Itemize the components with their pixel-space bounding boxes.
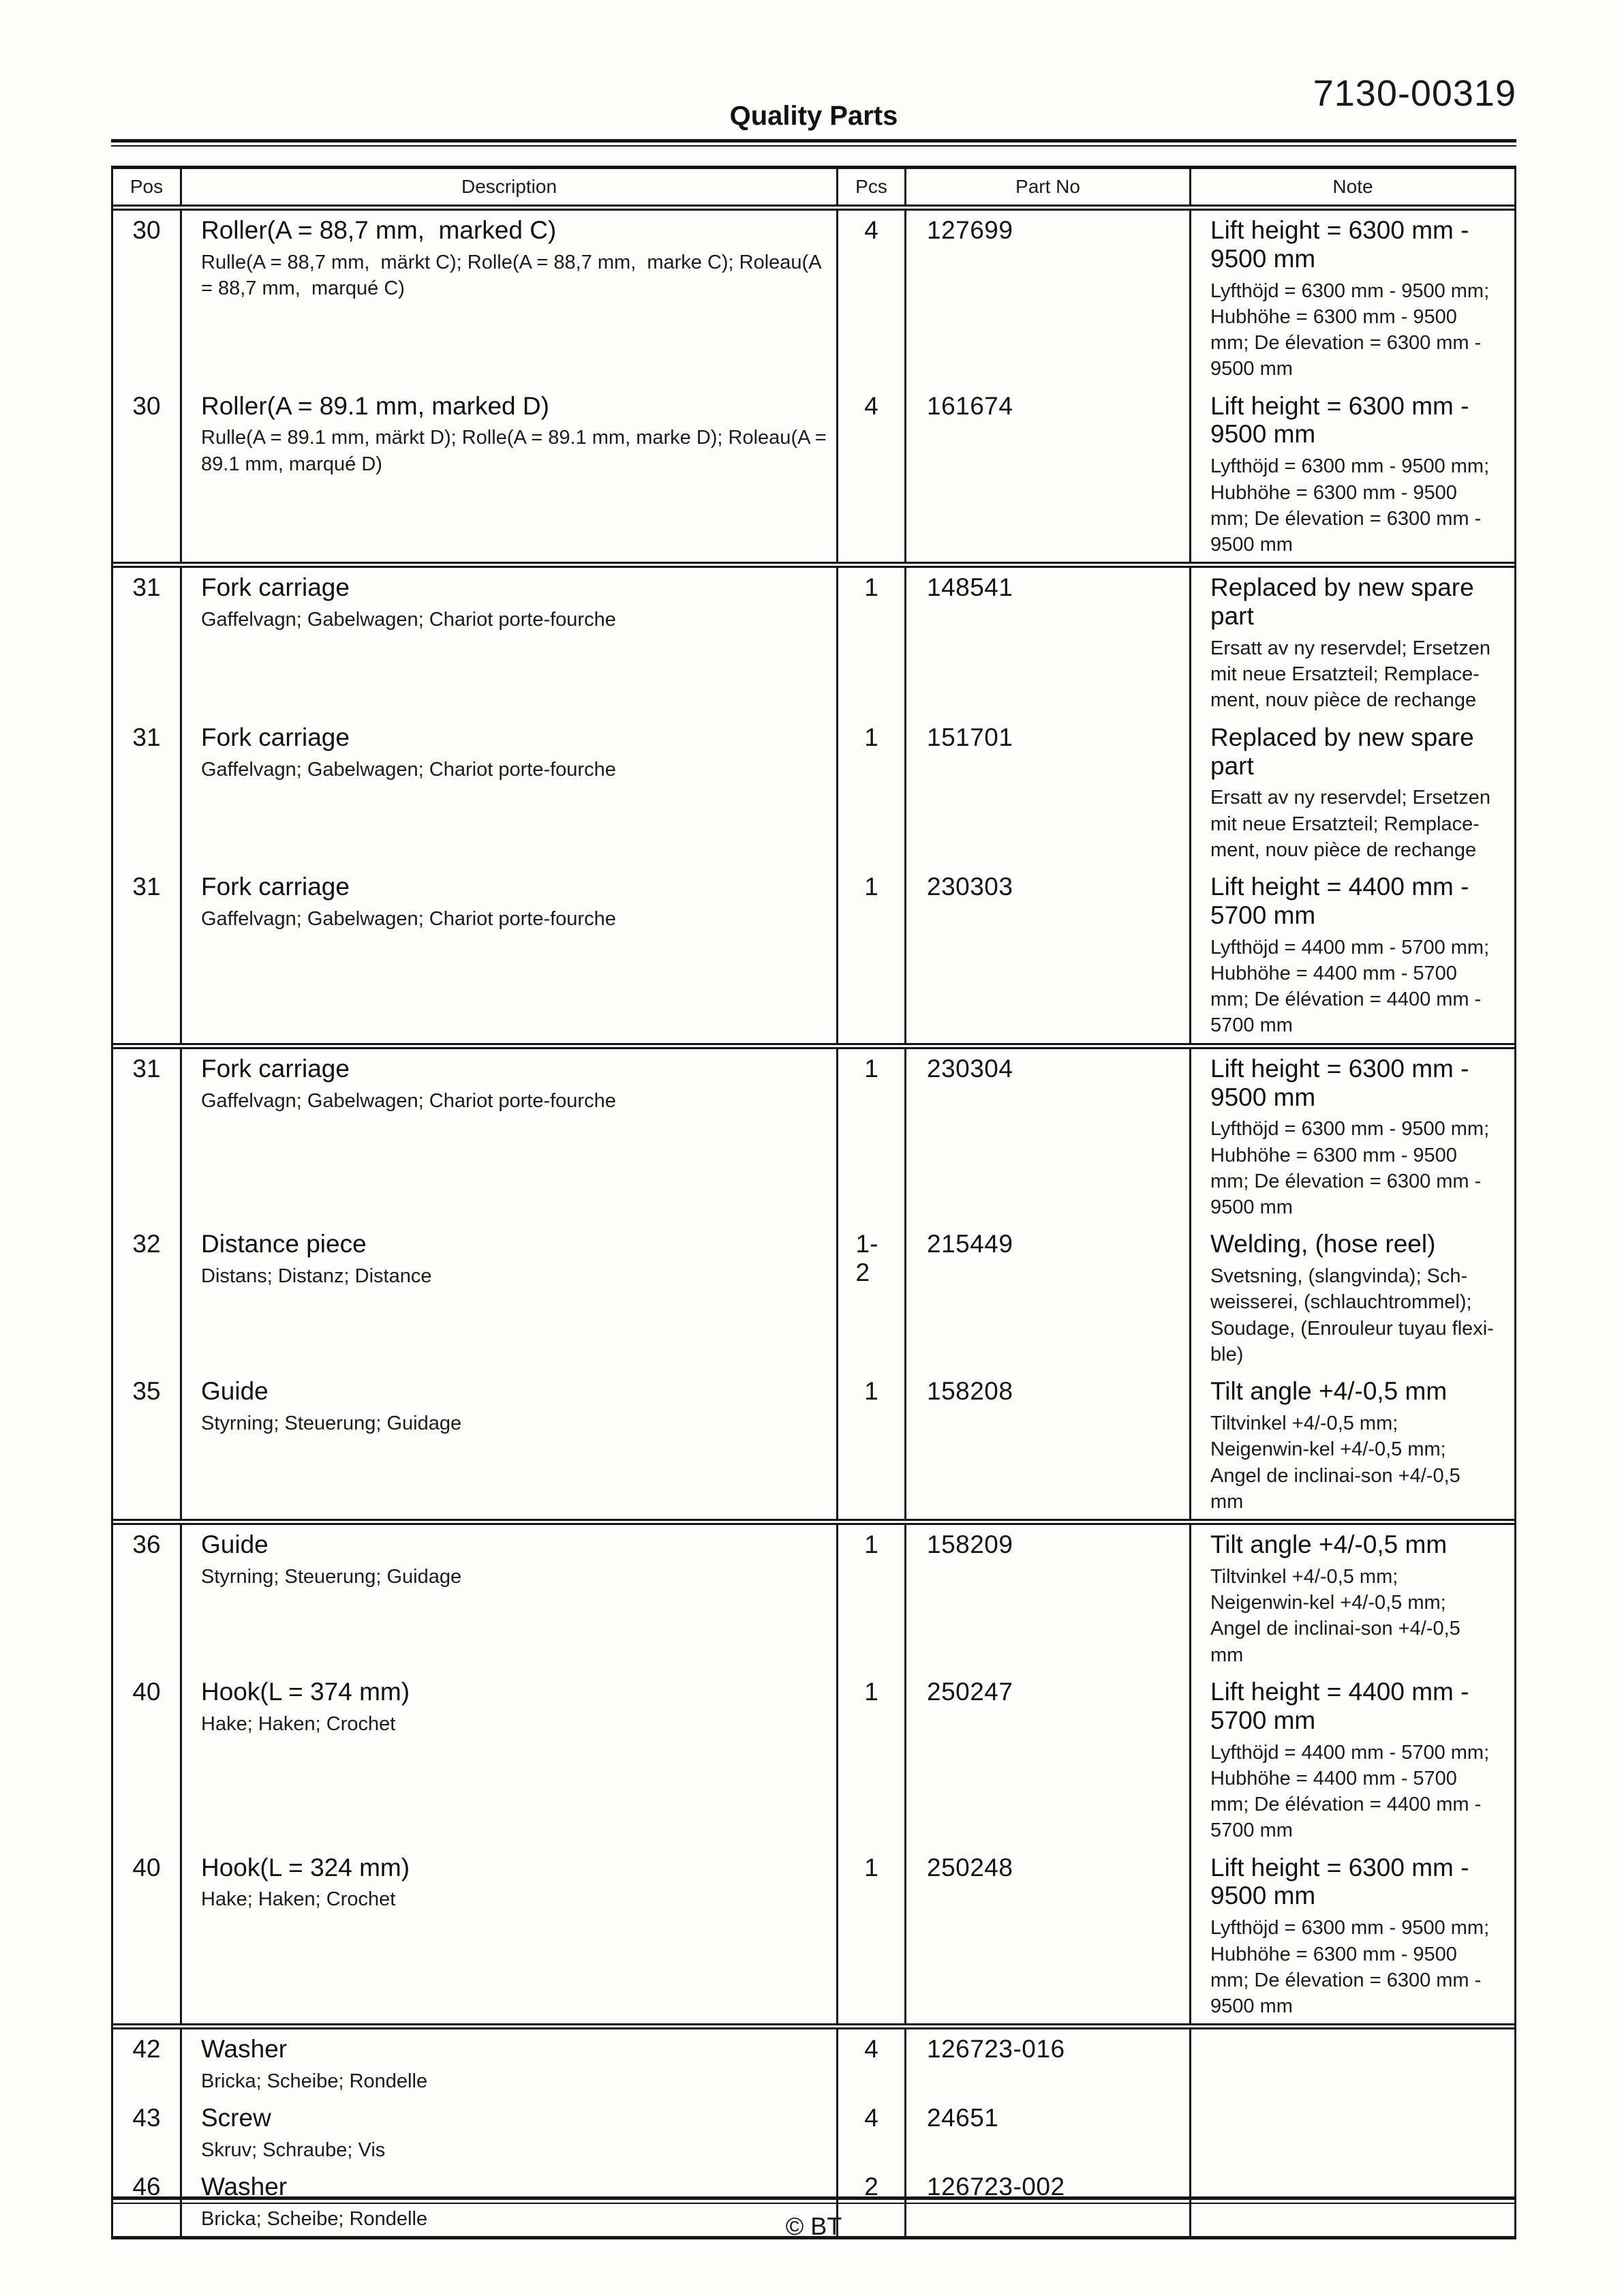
description-cell <box>182 1224 838 1372</box>
note-sub: Lyfthöjd = 4400 mm - 5700 mm; Hubhöhe = 4400 mm - 5700 mm; De élévation = 4400 mm - 5700 mm <box>1210 1741 1495 1842</box>
note-cell <box>1191 1525 1514 1672</box>
pcs-value: 1 <box>864 573 878 602</box>
description-cell <box>182 211 838 387</box>
partno-cell: 230303 <box>906 867 1191 1043</box>
note-main: Lift height = 6300 mm - 9500 mm <box>1210 391 1476 449</box>
description-cell <box>182 718 838 867</box>
pcs-cell <box>838 1049 906 1225</box>
column-header-note: Note <box>1332 176 1373 197</box>
description-sub: Gaffelvagn; Gabelwagen; Chariot porte-fourche <box>201 609 616 631</box>
pcs-value: 2 <box>864 2173 878 2201</box>
partno-cell: 127699 <box>906 211 1191 387</box>
pos-cell: 31 <box>113 718 182 867</box>
partno-cell: 151701 <box>906 718 1191 867</box>
description-cell <box>182 1049 838 1225</box>
header-rule <box>111 139 1516 147</box>
description-sub: Bricka; Scheibe; Rondelle <box>201 2070 428 2093</box>
description-sub: Distans; Distanz; Distance <box>201 1265 432 1288</box>
pcs-value: 1 <box>864 873 878 901</box>
description-cell <box>182 1848 838 2024</box>
pos-cell: 43 <box>113 2098 182 2167</box>
pcs-value: 1 <box>864 1377 878 1406</box>
pcs-value: 1 <box>864 1677 878 1706</box>
note-main: Replaced by new spare part <box>1210 573 1481 631</box>
pcs-value: 1-2 <box>855 1230 878 1287</box>
table-row <box>113 211 1514 387</box>
table-row <box>113 1372 1514 1519</box>
column-header-description: Description <box>182 169 838 205</box>
partno-cell: 158209 <box>906 1525 1191 1672</box>
note-main: Lift height = 6300 mm - 9500 mm <box>1210 216 1476 273</box>
table-row <box>113 867 1514 1043</box>
note-cell <box>1191 387 1514 562</box>
partno-cell: 230304 <box>906 1049 1191 1225</box>
table-section <box>113 568 1514 1048</box>
table-section <box>113 1049 1514 1525</box>
column-header-pos: Pos <box>113 169 182 205</box>
page-header <box>111 73 1516 136</box>
pcs-cell <box>838 211 906 387</box>
pcs-cell <box>838 1224 906 1372</box>
description-sub: Hake; Haken; Crochet <box>201 1712 396 1735</box>
partno-cell: 250247 <box>906 1672 1191 1848</box>
description-cell <box>182 1372 838 1519</box>
pcs-cell <box>838 2098 906 2167</box>
description-sub: Gaffelvagn; Gabelwagen; Chariot porte-fourche <box>201 907 616 930</box>
description-main: Fork carriage <box>201 573 350 602</box>
pcs-cell <box>838 867 906 1043</box>
note-main: Lift height = 4400 mm - 5700 mm <box>1210 1677 1476 1734</box>
page-title: Quality Parts <box>729 101 898 131</box>
pcs-value: 4 <box>864 2035 878 2064</box>
note-main: Lift height = 4400 mm - 5700 mm <box>1210 873 1476 929</box>
pos-cell: 35 <box>113 1372 182 1519</box>
description-main: Guide <box>201 1377 269 1406</box>
doc-number: 7130-00319 <box>1313 73 1516 114</box>
note-cell <box>1191 1049 1514 1225</box>
partno-cell: 215449 <box>906 1224 1191 1372</box>
note-cell <box>1191 2029 1514 2098</box>
table-row <box>113 568 1514 717</box>
pos-cell: 30 <box>113 211 182 387</box>
note-sub: Lyfthöjd = 6300 mm - 9500 mm; Hubhöhe = 6300 mm - 9500 mm; De élevation = 6300 mm - 9500 mm <box>1210 1917 1495 2018</box>
description-sub: Skruv; Schraube; Vis <box>201 2139 386 2162</box>
pos-cell: 40 <box>113 1672 182 1848</box>
description-main: Distance piece <box>201 1230 367 1258</box>
table-row <box>113 2029 1514 2098</box>
pos-cell: 31 <box>113 867 182 1043</box>
partno-cell: 126723-016 <box>906 2029 1191 2098</box>
table-row <box>113 1525 1514 1672</box>
pcs-cell <box>838 568 906 717</box>
table-header-row <box>113 169 1514 211</box>
note-sub: Ersatt av ny reservdel; Ersetzen mit neue Ersatzteil; Remplace-ment, nouv pièce de rechange <box>1210 787 1497 861</box>
partno-cell: 250248 <box>906 1848 1191 2024</box>
note-sub: Svetsning, (slangvinda); Sch-weisserei, (schlauchtrommel); Soudage, (Enrouleur tuyau flexi-ble) <box>1210 1265 1494 1365</box>
note-sub: Lyfthöjd = 6300 mm - 9500 mm; Hubhöhe = 6300 mm - 9500 mm; De élevation = 6300 mm - 9500 mm <box>1210 1118 1495 1219</box>
description-main: Guide <box>201 1530 269 1559</box>
table-row <box>113 1049 1514 1225</box>
pcs-value: 1 <box>864 1853 878 1882</box>
note-sub: Ersatt av ny reservdel; Ersetzen mit neue Ersatzteil; Remplace-ment, nouv pièce de rechange <box>1210 637 1497 712</box>
parts-table <box>111 166 1516 2239</box>
table-row <box>113 718 1514 867</box>
note-sub: Lyfthöjd = 6300 mm - 9500 mm; Hubhöhe = 6300 mm - 9500 mm; De élevation = 6300 mm - 9500 mm <box>1210 455 1495 556</box>
description-sub: Styrning; Steuerung; Guidage <box>201 1565 462 1588</box>
note-main: Tilt angle +4/-0,5 mm <box>1210 1377 1448 1406</box>
pcs-value: 4 <box>864 216 878 244</box>
pos-cell: 31 <box>113 1049 182 1225</box>
pcs-cell <box>838 2029 906 2098</box>
description-main: Roller(A = 89.1 mm, marked D) <box>201 391 549 420</box>
description-sub: Hake; Haken; Crochet <box>201 1888 396 1911</box>
description-sub: Bricka; Scheibe; Rondelle <box>201 2208 428 2231</box>
description-main: Screw <box>201 2104 271 2132</box>
table-row <box>113 2098 1514 2167</box>
note-cell <box>1191 211 1514 387</box>
pcs-value: 4 <box>864 2104 878 2132</box>
description-main: Roller(A = 88,7 mm, marked C) <box>201 216 557 244</box>
table-row <box>113 387 1514 562</box>
pos-cell: 30 <box>113 387 182 562</box>
table-section <box>113 1525 1514 2029</box>
pos-cell: 32 <box>113 1224 182 1372</box>
note-cell <box>1191 718 1514 867</box>
note-sub: Tiltvinkel +4/-0,5 mm; Neigenwin-kel +4/-0,5 mm; Angel de inclinai-son +4/-0,5 mm <box>1210 1413 1466 1513</box>
description-main: Fork carriage <box>201 873 350 901</box>
table-row <box>113 1672 1514 1848</box>
description-main: Hook(L = 324 mm) <box>201 1853 410 1882</box>
description-sub: Gaffelvagn; Gabelwagen; Chariot porte-fourche <box>201 1089 616 1112</box>
description-cell <box>182 2098 838 2167</box>
pcs-cell <box>838 387 906 562</box>
description-cell <box>182 1525 838 1672</box>
note-cell <box>1191 1672 1514 1848</box>
table-row <box>113 1224 1514 1372</box>
page-footer <box>111 2196 1516 2241</box>
pcs-cell <box>838 1525 906 1672</box>
description-cell <box>182 867 838 1043</box>
description-cell <box>182 1672 838 1848</box>
description-sub: Rulle(A = 88,7 mm, märkt C); Rolle(A = 88,7 mm, marke C); Roleau(A = 88,7 mm, marqué C) <box>201 251 827 300</box>
partno-cell: 126723-002 <box>906 2167 1191 2236</box>
note-main: Lift height = 6300 mm - 9500 mm <box>1210 1054 1476 1111</box>
partno-cell: 158208 <box>906 1372 1191 1519</box>
pcs-cell <box>838 1848 906 2024</box>
pcs-cell <box>838 1672 906 1848</box>
column-header-partno: Part No <box>906 169 1191 205</box>
description-main: Fork carriage <box>201 1054 350 1083</box>
note-cell <box>1191 1372 1514 1519</box>
description-main: Hook(L = 374 mm) <box>201 1677 410 1706</box>
pos-cell: 36 <box>113 1525 182 1672</box>
description-cell <box>182 568 838 717</box>
note-sub: Lyfthöjd = 4400 mm - 5700 mm; Hubhöhe = 4400 mm - 5700 mm; De élévation = 4400 mm - 5700 mm <box>1210 936 1495 1037</box>
note-cell <box>1191 2098 1514 2167</box>
pos-cell: 46 <box>113 2167 182 2236</box>
pcs-value: 4 <box>864 391 878 420</box>
footer-rule <box>111 2196 1516 2204</box>
description-main: Fork carriage <box>201 723 350 751</box>
note-cell <box>1191 867 1514 1043</box>
pos-cell: 31 <box>113 568 182 717</box>
description-sub: Styrning; Steuerung; Guidage <box>201 1413 462 1435</box>
partno-cell: 24651 <box>906 2098 1191 2167</box>
partno-cell: 148541 <box>906 568 1191 717</box>
partno-cell: 161674 <box>906 387 1191 562</box>
pcs-cell <box>838 1372 906 1519</box>
description-main: Washer <box>201 2035 288 2064</box>
note-sub: Lyfthöjd = 6300 mm - 9500 mm; Hubhöhe = 6300 mm - 9500 mm; De élevation = 6300 mm - 9500 mm <box>1210 280 1495 380</box>
description-cell <box>182 387 838 562</box>
note-main: Replaced by new spare part <box>1210 723 1481 780</box>
note-cell <box>1191 1224 1514 1372</box>
description-main: Washer <box>201 2173 288 2201</box>
pcs-value: 1 <box>864 723 878 751</box>
note-main: Lift height = 6300 mm - 9500 mm <box>1210 1853 1476 1910</box>
footer-copyright: © BT <box>785 2212 842 2240</box>
pos-cell: 42 <box>113 2029 182 2098</box>
note-sub: Tiltvinkel +4/-0,5 mm; Neigenwin-kel +4/-0,5 mm; Angel de inclinai-son +4/-0,5 mm <box>1210 1565 1466 1666</box>
note-cell <box>1191 1848 1514 2024</box>
note-main: Tilt angle +4/-0,5 mm <box>1210 1530 1448 1559</box>
description-cell <box>182 2029 838 2098</box>
table-row <box>113 1848 1514 2024</box>
description-sub: Rulle(A = 89.1 mm, märkt D); Rolle(A = 89.1 mm, marke D); Roleau(A = 89.1 mm, marqué D) <box>201 427 832 475</box>
column-header-pcs: Pcs <box>838 169 906 205</box>
note-main: Welding, (hose reel) <box>1210 1230 1436 1258</box>
pcs-value: 1 <box>864 1530 878 1559</box>
note-cell <box>1191 568 1514 717</box>
pcs-value: 1 <box>864 1054 878 1083</box>
pos-cell: 40 <box>113 1848 182 2024</box>
pcs-cell <box>838 718 906 867</box>
description-sub: Gaffelvagn; Gabelwagen; Chariot porte-fourche <box>201 758 616 781</box>
table-section <box>113 211 1514 568</box>
